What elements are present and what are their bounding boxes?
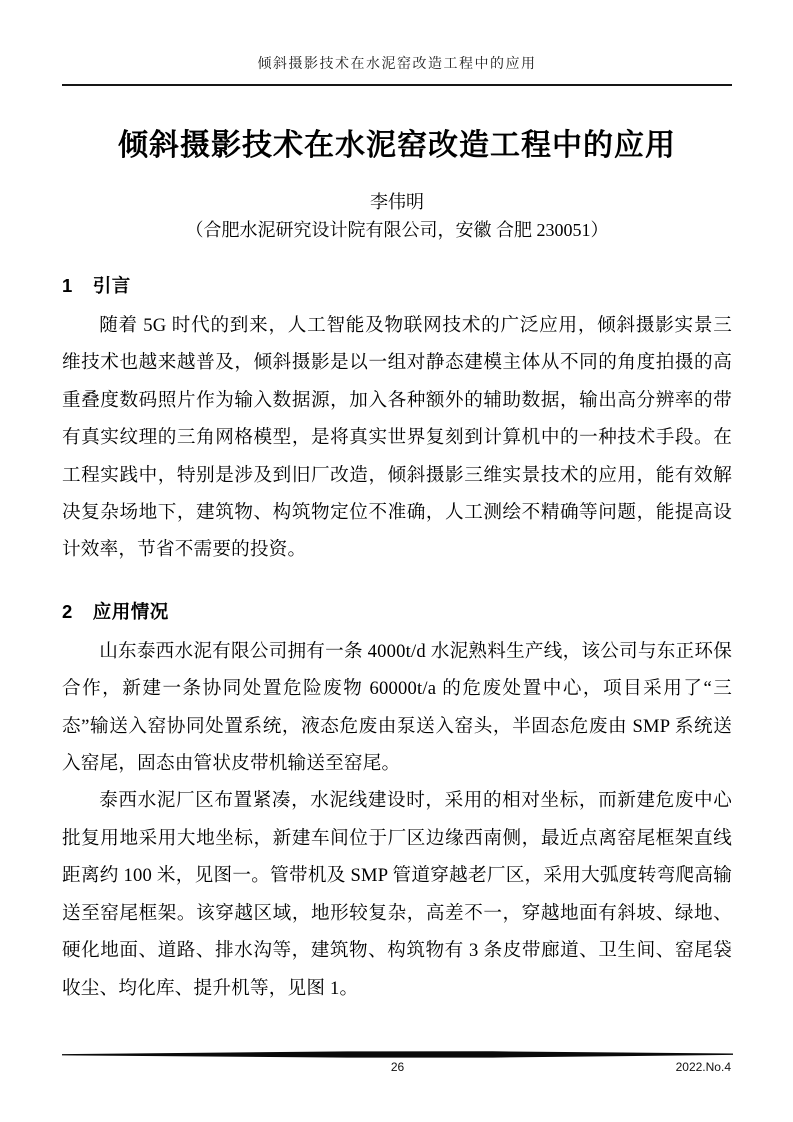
section-heading-application: [62, 599, 732, 625]
section-heading-introduction: [62, 273, 732, 299]
section-introduction: [62, 273, 732, 569]
section-title: 引言: [92, 275, 131, 296]
running-title: 倾斜摄影技术在水泥窑改造工程中的应用: [257, 57, 537, 72]
article-body: [62, 126, 732, 1007]
header-rule: [62, 84, 732, 86]
page-footer: [62, 1051, 733, 1076]
section-number: 1: [62, 275, 73, 296]
page-header: [62, 56, 732, 86]
footer-texts: [62, 1060, 733, 1076]
article-affiliation: （合肥水泥研究设计院有限公司，安徽 合肥 230051）: [185, 220, 609, 240]
section-title: 应用情况: [92, 600, 169, 622]
paragraph: 泰西水泥厂区布置紧凑，水泥线建设时，采用的相对坐标，而新建危废中心批复用地采用大地坐标，新建车间位于厂区边缘西南侧，最近点离窑尾框架直线距离约 100 米，见图一。管带机及 SMP 管道穿越老厂区，采用大弧度转弯爬高输送至窑尾框架。该穿越区域，地形较复杂，高差不一，穿越地面有斜坡、绿地、硬化地面、道路、排水沟等，建筑物、构筑物有 3 条皮带廊道、卫生间、窑尾袋收尘、均化库、提升机等，见图 1。: [62, 790, 732, 999]
paragraph: 山东泰西水泥有限公司拥有一条 4000t/d 水泥熟料生产线，该公司与东正环保合作，新建一条协同处置危险废物 60000t/a 的危废处置中心，项目采用了“三态”输送入窑协同处置系统，液态危废由泵送入窑头，半固态危废由 SMP 系统送入窑尾，固态由管状皮带机输送至窑尾。: [62, 640, 732, 775]
paragraph: 随着 5G 时代的到来，人工智能及物联网技术的广泛应用，倾斜摄影实景三维技术也越来越普及，倾斜摄影是以一组对静态建模主体从不同的角度拍摄的高重叠度数码照片作为输入数据源，加入各种额外的辅助数据，输出高分辨率的带有真实纹理的三角网格模型，是将真实世界复刻到计算机中的一种技术手段。在工程实践中，特别是涉及到旧厂改造，倾斜摄影三维实景技术的应用，能有效解决复杂场地下，建筑物、构筑物定位不准确，人工测绘不精确等问题，能提高设计效率，节省不需要的投资。: [62, 315, 732, 561]
footer-rule: [62, 1051, 733, 1059]
section-application: [62, 599, 732, 1007]
article-title: 倾斜摄影技术在水泥窑改造工程中的应用: [118, 129, 676, 162]
issue-number: 2022.No.4: [675, 1060, 731, 1074]
section-number: 2: [62, 600, 73, 622]
article-author: 李伟明: [370, 192, 424, 212]
page-number: 26: [390, 1060, 405, 1074]
